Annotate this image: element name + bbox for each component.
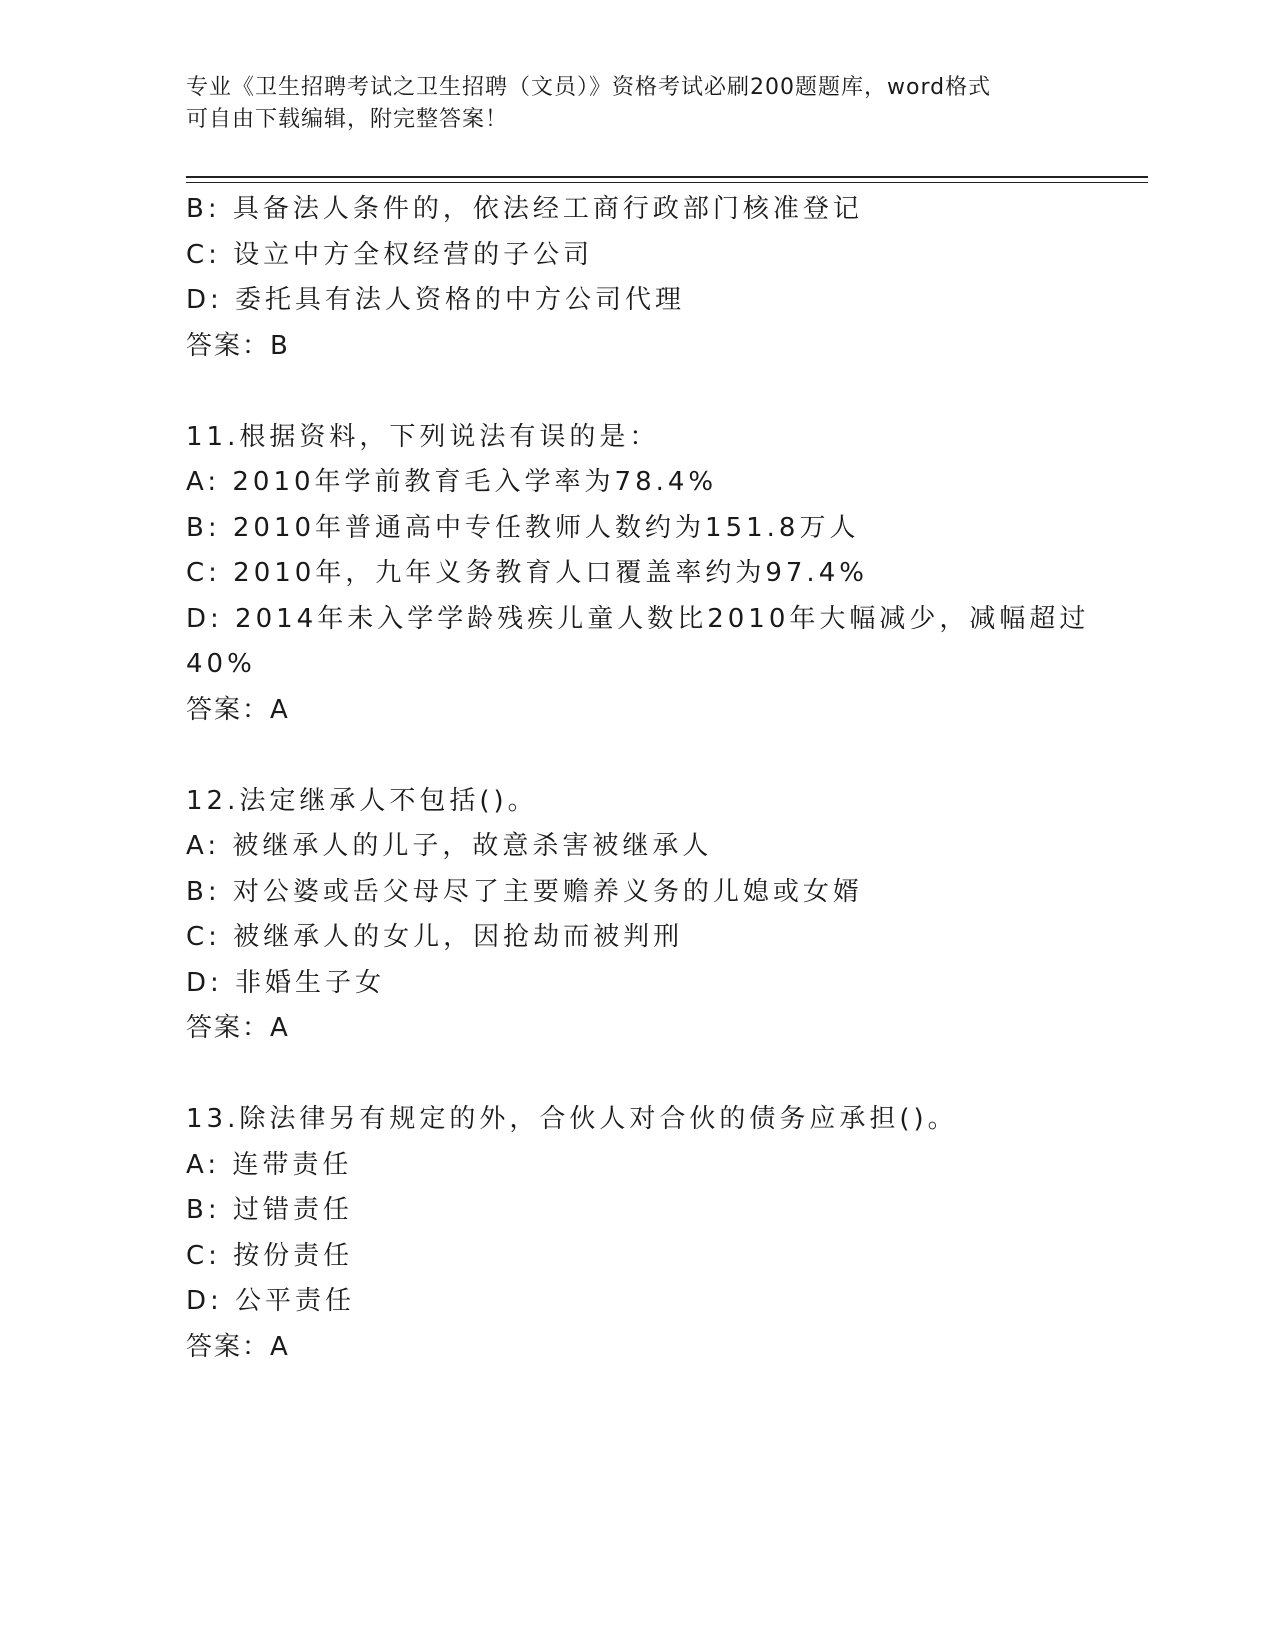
answer: 答案：B (186, 330, 290, 361)
question-block-13 (186, 1097, 1066, 1370)
option-b: B: 2010年普通高中专任教师人数约为151.8万人 (186, 512, 860, 543)
option-c: C: 2010年，九年义务教育人口覆盖率约为97.4% (186, 558, 868, 588)
option-b: B: 具备法人条件的，依法经工商行政部门核准登记 (186, 194, 863, 224)
option-a: A: 2010年学前教育毛入学率为78.4% (186, 467, 718, 497)
option-b: B: 对公婆或岳父母尽了主要赡养义务的儿媳或女婿 (186, 876, 863, 907)
option-d: D: 委托具有法人资格的中方公司代理 (186, 285, 686, 315)
option-b: B: 过错责任 (186, 1195, 353, 1225)
option-c: C: 被继承人的女儿，因抢劫而被判刑 (186, 922, 684, 952)
question-block-12 (186, 779, 1066, 1052)
header-line-2: 可自由下载编辑，附完整答案！ (186, 107, 509, 132)
spacer (186, 733, 1066, 779)
option-a: A: 连带责任 (186, 1149, 353, 1180)
header-line-1: 专业《卫生招聘考试之卫生招聘（文员）》资格考试必刷200题题库，word格式 (186, 75, 992, 100)
question-text: 11.根据资料，下列说法有误的是： (186, 421, 660, 452)
option-a: A: 被继承人的儿子，故意杀害被继承人 (186, 831, 713, 861)
document-header (186, 72, 1066, 136)
spacer (186, 1052, 1066, 1098)
question-text: 13.除法律另有规定的外，合伙人对合伙的债务应承担()。 (186, 1104, 958, 1134)
header-rule-thin (186, 182, 1148, 183)
question-block-prev (186, 187, 1066, 369)
answer: 答案：A (186, 1013, 290, 1043)
option-c: C: 设立中方全权经营的子公司 (186, 239, 594, 270)
option-d: D: 非婚生子女 (186, 967, 386, 998)
answer: 答案：A (186, 1331, 290, 1362)
option-d-continuation: 40% (186, 649, 256, 679)
option-c: C: 按份责任 (186, 1240, 354, 1271)
question-text: 12.法定继承人不包括()。 (186, 785, 538, 816)
question-list (186, 187, 1090, 1370)
option-d: D: 公平责任 (186, 1286, 356, 1316)
answer: 答案：A (186, 694, 290, 725)
question-block-11 (186, 415, 1090, 734)
spacer (186, 369, 1066, 415)
header-rule-thick (186, 176, 1148, 178)
option-d: D: 2014年未入学学龄残疾儿童人数比2010年大幅减少，减幅超过 (186, 603, 1090, 634)
